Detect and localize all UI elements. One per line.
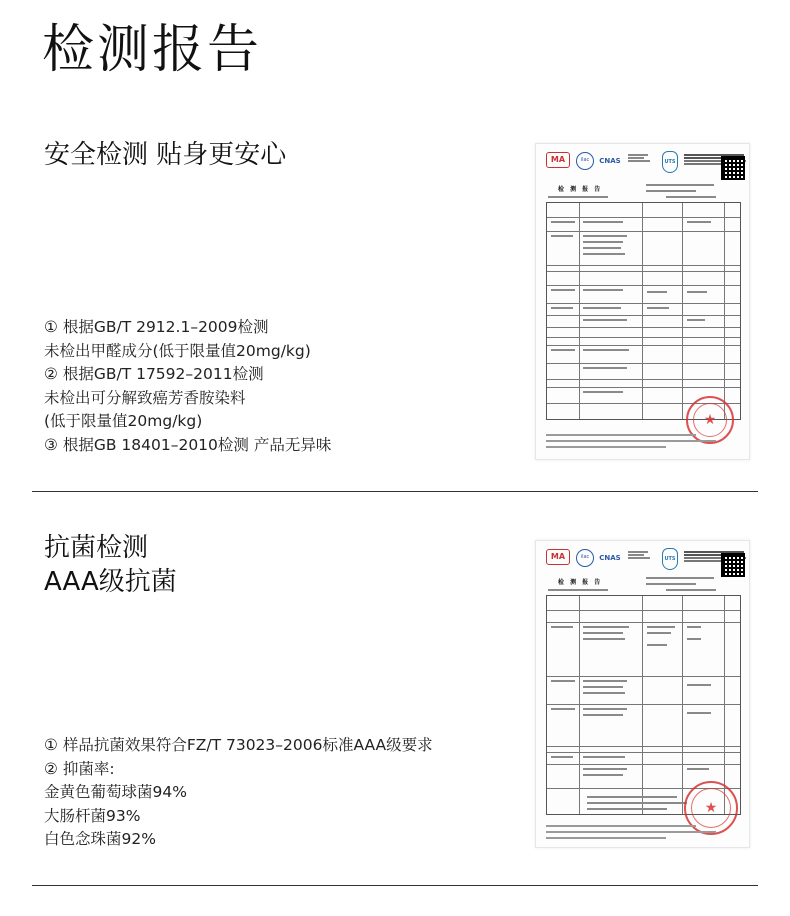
safety-line: 未检出可分解致癌芳香胺染料: [44, 388, 246, 407]
safety-line: (低于限量值20mg/kg): [44, 412, 203, 431]
uts-logo-icon: UTS: [662, 548, 678, 570]
antibacterial-test-report-image: [535, 540, 750, 848]
cn-accreditation-mark: [628, 550, 654, 560]
section-divider: [32, 885, 758, 886]
section-safety-body: [44, 316, 331, 458]
cn-accreditation-mark: [628, 153, 654, 163]
qr-code-icon: [721, 156, 745, 180]
qr-code-icon: [721, 553, 745, 577]
report-header: [544, 150, 741, 178]
safety-line: ② 根据GB/T 17592–2011检测: [44, 365, 264, 384]
section-divider: [32, 491, 758, 492]
cnas-logo-icon: CNAS: [599, 554, 621, 562]
ilac-logo-icon: ilac: [576, 152, 594, 170]
safety-line: ① 根据GB/T 2912.1–2009检测: [44, 318, 269, 336]
antibacterial-line: 金黄色葡萄球菌94%: [44, 783, 187, 802]
ma-logo-icon: MA: [546, 549, 570, 565]
antibacterial-line: ② 抑菌率:: [44, 759, 115, 778]
safety-test-report-image: [535, 143, 750, 460]
safety-line: ③ 根据GB 18401–2010检测 产品无异味: [44, 435, 332, 454]
antibacterial-line: ① 样品抗菌效果符合FZ/T 73023–2006标准AAA级要求: [44, 736, 433, 754]
report-title: 检 测 报 告: [558, 579, 603, 586]
ilac-logo-icon: ilac: [576, 549, 594, 567]
antibacterial-line: 白色念珠菌92%: [44, 830, 156, 849]
page-title: 检测报告: [42, 20, 263, 80]
safety-line: 未检出甲醛成分(低于限量值20mg/kg): [44, 341, 311, 360]
antibacterial-line: 大肠杆菌93%: [44, 806, 141, 825]
ma-logo-icon: MA: [546, 152, 570, 168]
red-seal-stamp-icon: [686, 396, 734, 444]
report-header: [544, 547, 741, 575]
report-title: 检 测 报 告: [558, 186, 603, 193]
uts-logo-icon: UTS: [662, 151, 678, 173]
cnas-logo-icon: CNAS: [599, 157, 621, 165]
section-safety-heading: 安全检测 贴身更安心: [44, 140, 287, 170]
section-antibacterial-body: [44, 734, 433, 852]
section-antibacterial-heading-line2: AAA级抗菌: [44, 567, 177, 597]
report-table: [546, 202, 741, 420]
section-antibacterial-heading-line1: 抗菌检测: [44, 533, 149, 563]
